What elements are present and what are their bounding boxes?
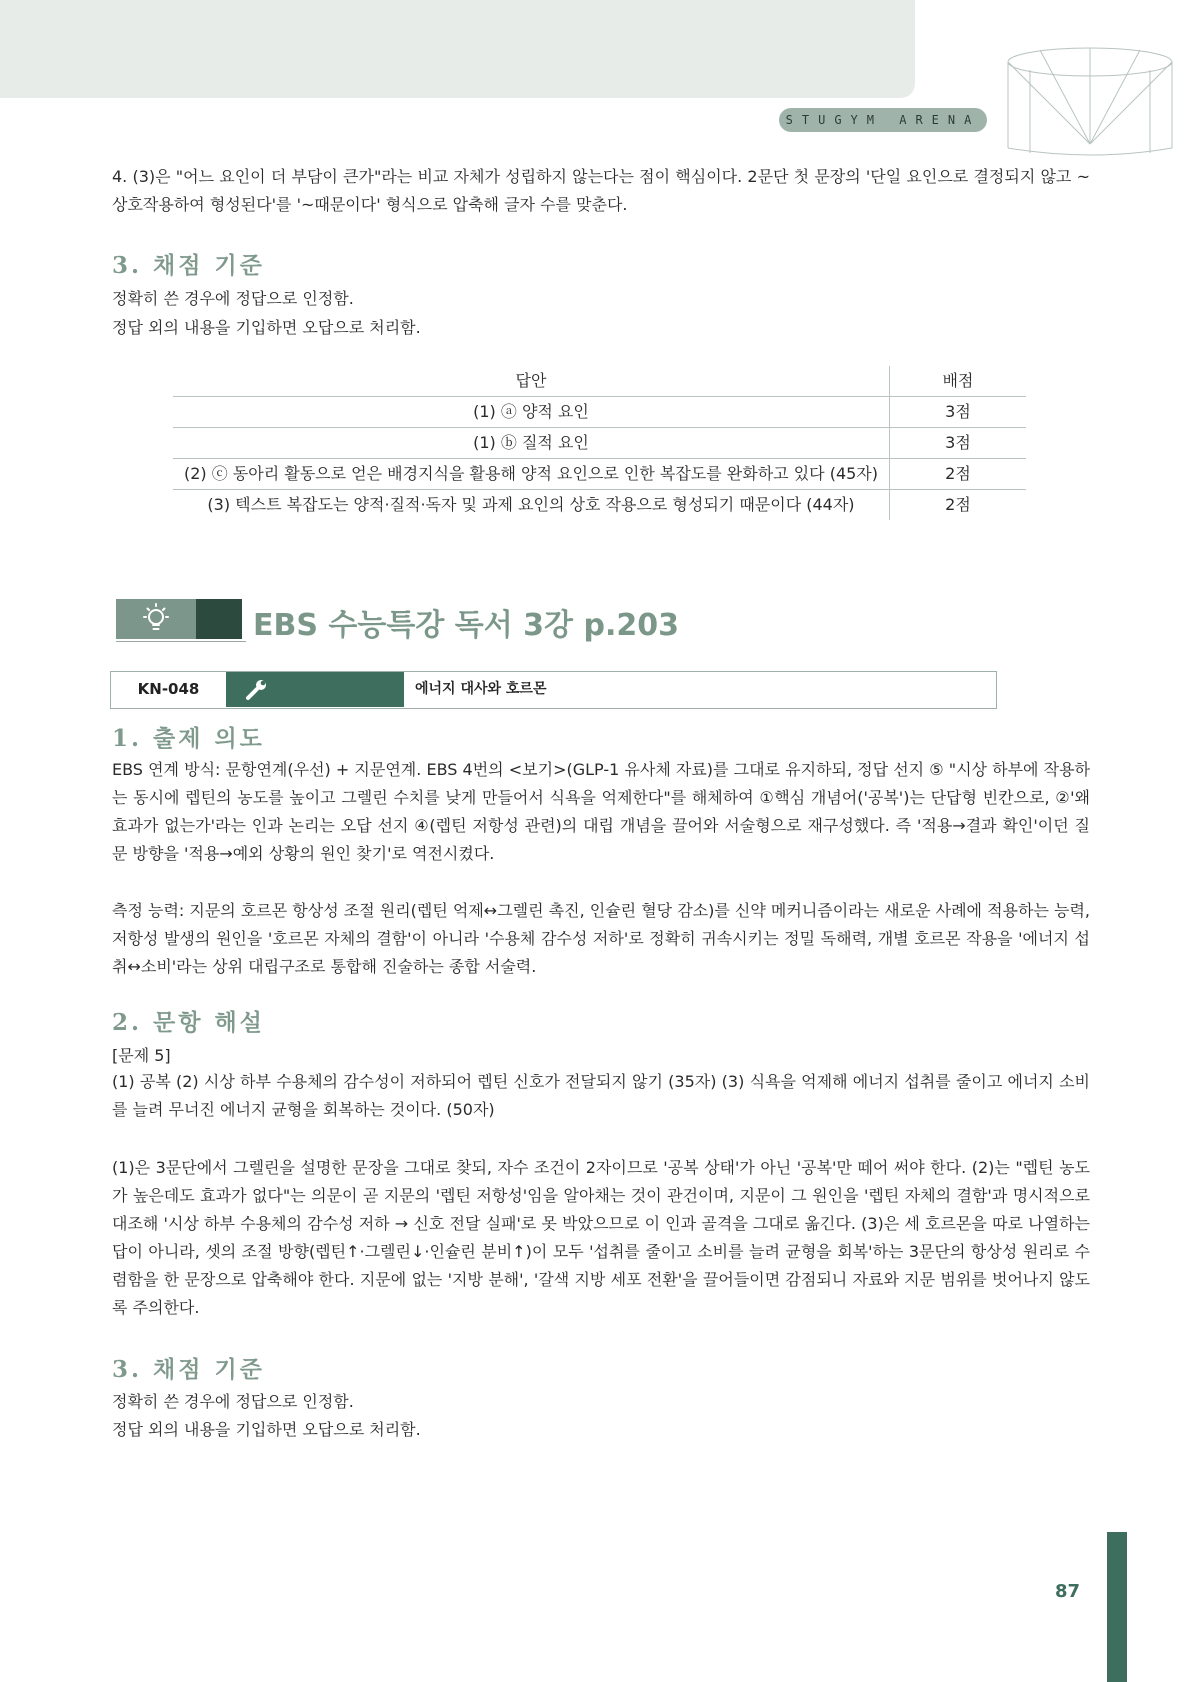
item-code-box [110, 671, 997, 709]
header-band [0, 0, 915, 98]
item-code: KN-048 [137, 680, 200, 698]
score-cell: 3점 [890, 397, 1027, 428]
answer-cell: (1) ⓐ 양적 요인 [173, 397, 890, 428]
criteria-line: 정확히 쓴 경우에 정답으로 인정함. [112, 289, 354, 308]
wrench-icon [244, 678, 270, 702]
intent-paragraph: EBS 연계 방식: 문항연계(우선) + 지문연계. EBS 4번의 <보기>(GLP-1 유사체 자료)를 그대로 유지하되, 정답 선지 ⑤ "시상 하부에 작용하는 동시에 렙틴의 농도를 높이고 그렐린 수치를 낮게 만들어서 식욕을 억제한다"를 해체하여 ①핵심 개념어('공복')는 단답형 빈칸으로, ②'왜 효과가 없는가'라는 인과 논리는 오답 선지 ④(렙틴 저항성 관련)의 대립 개념을 끌어와 서술형으로 재구성했다. 즉 '적용→결과 확인'이던 질문 방향을 '적용→예외 상황의 원인 찾기'로 역전시켰다. [112, 760, 1090, 863]
question-label: [문제 5] [112, 1046, 171, 1065]
criteria-line: 정답 외의 내용을 기입하면 오답으로 처리함. [112, 1420, 421, 1439]
score-table [173, 366, 1026, 520]
table-header-score: 배점 [890, 366, 1027, 397]
intro-paragraph: 4. (3)은 "어느 요인이 더 부담이 큰가"라는 비교 자체가 성립하지 않는다는 점이 핵심이다. 2문단 첫 문장의 '단일 요인으로 결정되지 않고 ~ 상호작용하여 형성된다'를 '~때문이다' 형식으로 압축해 글자 수를 맞춘다. [112, 167, 1090, 214]
criteria-line: 정확히 쓴 경우에 정답으로 인정함. [112, 1392, 354, 1411]
wrench-icon-panel [226, 672, 404, 707]
table-row [173, 459, 1026, 490]
table-header-answer: 답안 [173, 366, 890, 397]
item-topic: 에너지 대사와 호르몬 [415, 681, 547, 697]
answer-cell: (3) 텍스트 복잡도는 양적·질적·독자 및 과제 요인의 상호 작용으로 형성되기 때문이다 (44자) [207, 495, 855, 514]
model-answer: (1) 공복 (2) 시상 하부 수용체의 감수성이 저하되어 렙틴 신호가 전달되지 않기 (35자) (3) 식욕을 억제해 에너지 섭취를 줄이고 에너지 소비를 늘려 무너진 에너지 균형을 회복하는 것이다. (50자) [112, 1072, 1090, 1119]
ebs-title-block [116, 599, 242, 639]
criteria-line: 정답 외의 내용을 기입하면 오답으로 처리함. [112, 318, 421, 337]
brand-label: STUGYM ARENA [779, 108, 987, 132]
table-row [173, 428, 1026, 459]
section-heading-scoring: 3. 채점 기준 [112, 1356, 265, 1383]
table-row [173, 490, 1026, 521]
lightbulb-icon [116, 599, 196, 639]
section-heading-scoring: 3. 채점 기준 [112, 252, 265, 279]
ability-paragraph: 측정 능력: 지문의 호르몬 항상성 조절 원리(렙틴 억제↔그렐린 촉진, 인슐린 혈당 감소)를 신약 메커니즘이라는 새로운 사례에 적용하는 능력, 저항성 발생의 원인을 '호르몬 자체의 결함'이 아니라 '수용체 감수성 저하'로 정확히 귀속시키는 정밀 독해력, 개별 호르몬 작용을 '에너지 섭취↔소비'라는 상위 대립구조로 통합해 진술하는 종합 서술력. [112, 901, 1090, 976]
answer-cell: (2) ⓒ 동아리 활동으로 얻은 배경지식을 활용해 양적 요인으로 인한 복잡도를 완화하고 있다 (45자) [173, 459, 890, 490]
score-cell: 2점 [890, 490, 1027, 521]
score-cell: 3점 [890, 428, 1027, 459]
explanation-paragraph: (1)은 3문단에서 그렐린을 설명한 문장을 그대로 찾되, 자수 조건이 2자이므로 '공복 상태'가 아닌 '공복'만 떼어 써야 한다. (2)는 "렙틴 농도가 높은데도 효과가 없다"는 의문이 곧 지문의 '렙틴 저항성'임을 알아채는 것이 관건이며, 지문이 그 원인을 '렙틴 자체의 결함'과 명시적으로 대조해 '시상 하부 수용체의 감수성 저하 → 신호 전달 실패'로 못 박았으므로 이 인과 골격을 그대로 옮긴다. (3)은 세 호르몬을 따로 나열하는 답이 아니라, 셋의 조절 방향(렙틴↑·그렐린↓·인슐린 분비↑)이 모두 '섭취를 줄이고 소비를 늘려 균형을 회복'하는 3문단의 항상성 원리로 수렴함을 한 문장으로 압축해야 한다. 지문에 없는 '지방 분해', '갈색 지방 세포 전환'을 끌어들이면 감점되니 자료와 지문 범위를 벗어나지 않도록 주의한다. [112, 1158, 1090, 1317]
score-cell: 2점 [890, 459, 1027, 490]
ebs-accent-panel [196, 599, 242, 639]
divider [116, 641, 246, 642]
table-row [173, 397, 1026, 428]
page-number: 87 [1055, 1581, 1081, 1602]
page-side-bar [1107, 1532, 1127, 1682]
table-header-row [173, 366, 1026, 397]
cone-graphic [1000, 40, 1180, 160]
section-heading-intent: 1. 출제 의도 [112, 725, 265, 752]
section-heading-explanation: 2. 문항 해설 [112, 1009, 265, 1036]
answer-cell: (1) ⓑ 질적 요인 [173, 428, 890, 459]
ebs-icon-panel [116, 599, 196, 639]
ebs-title: EBS 수능특강 독서 3강 p.203 [253, 608, 679, 643]
